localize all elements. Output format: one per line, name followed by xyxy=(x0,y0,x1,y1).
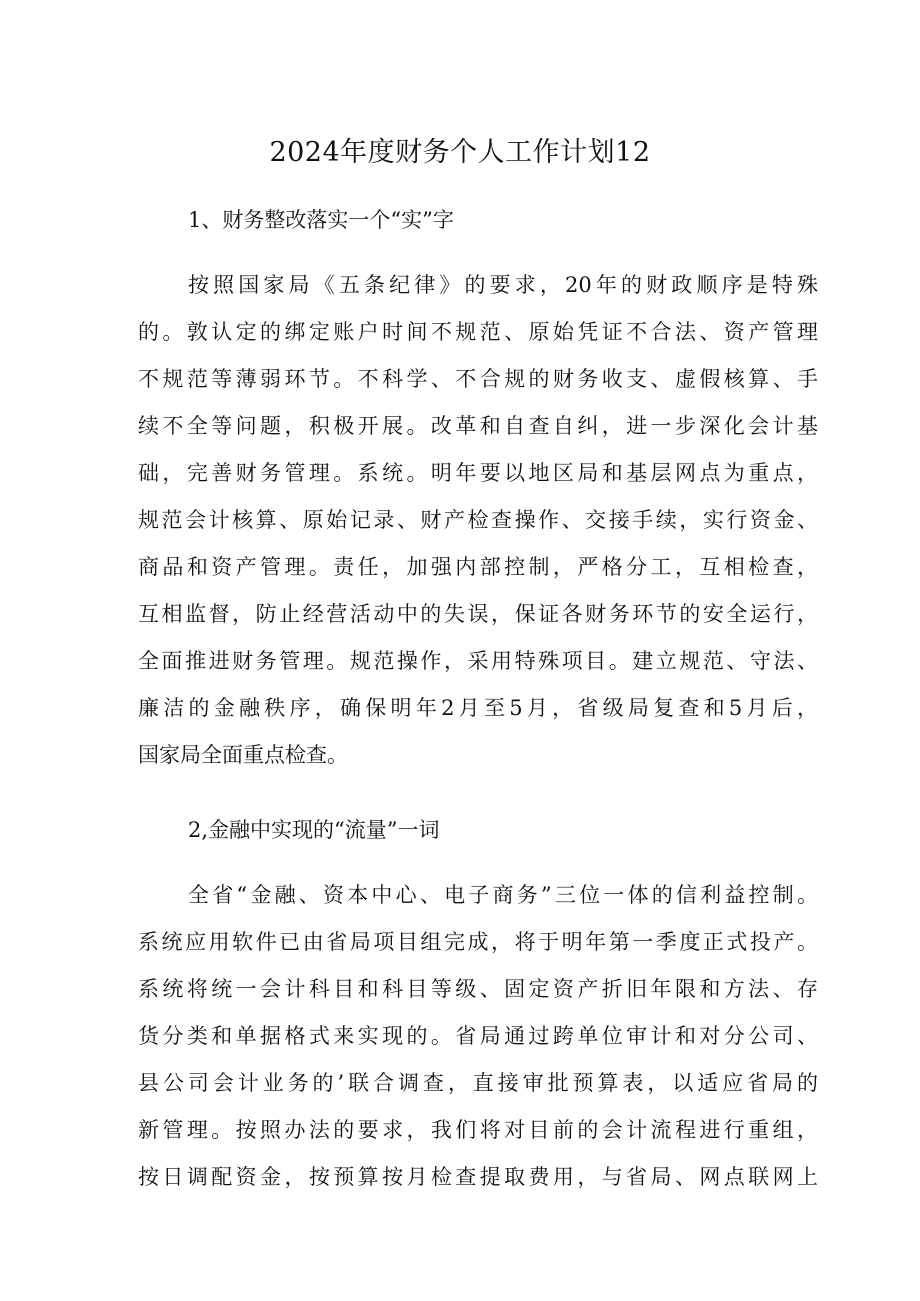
document-title: 2024年度财务个人工作计划12 xyxy=(269,137,651,168)
paragraph-line: 互相监督，防止经营活动中的失误，保证各财务环节的安全运行， xyxy=(138,602,818,626)
paragraph-line: 国家局全面重点检查。 xyxy=(138,743,348,767)
paragraph-line: 全省“金融、资本中心、电子商务”三位一体的信利益控制。 xyxy=(188,883,818,907)
paragraph-line: 规范会计核算、原始记录、财产检查操作、交接手续，实行资金、 xyxy=(138,508,818,532)
paragraph-line: 县公司会计业务的’联合调查，直接审批预算表，以适应省局的 xyxy=(138,1071,818,1095)
paragraph-line: 的。敦认定的绑定账户时间不规范、原始凭证不合法、资产管理 xyxy=(138,320,818,344)
paragraph-line: 新管理。按照办法的要求，我们将对目前的会计流程进行重组， xyxy=(138,1118,818,1142)
paragraph-line: 不规范等薄弱环节。不科学、不合规的财务收支、虚假核算、手 xyxy=(138,367,818,391)
paragraph-line: 续不全等问题，积极开展。改革和自查自纠，进一步深化会计基 xyxy=(138,414,818,438)
paragraph-line: 按日调配资金，按预算按月检查提取费用，与省局、网点联网上 xyxy=(138,1165,818,1189)
paragraph-line: 按照国家局《五条纪律》的要求，20年的财政顺序是特殊 xyxy=(188,273,818,297)
paragraph-line: 廉洁的金融秩序，确保明年2月至5月，省级局复查和5月后， xyxy=(138,696,818,720)
paragraph-line: 全面推进财务管理。规范操作，采用特殊项目。建立规范、守法、 xyxy=(138,649,818,673)
section-paragraph-2 xyxy=(138,872,818,1201)
paragraph-line: 系统将统一会计科目和科目等级、固定资产折旧年限和方法、存 xyxy=(138,977,818,1001)
paragraph-line: 础，完善财务管理。系统。明年要以地区局和基层网点为重点， xyxy=(138,461,818,485)
section-heading-1: 1、财务整改落实一个“实”字 xyxy=(188,208,454,232)
section-heading-2: 2,金融中实现的“流量”一词 xyxy=(188,818,440,842)
paragraph-line: 商品和资产管理。责任，加强内部控制，严格分工，互相检查， xyxy=(138,555,818,579)
section-paragraph-1 xyxy=(138,262,818,779)
paragraph-line: 货分类和单据格式来实现的。省局通过跨单位审计和对分公司、 xyxy=(138,1024,818,1048)
paragraph-line: 系统应用软件已由省局项目组完成，将于明年第一季度正式投产。 xyxy=(138,930,818,954)
